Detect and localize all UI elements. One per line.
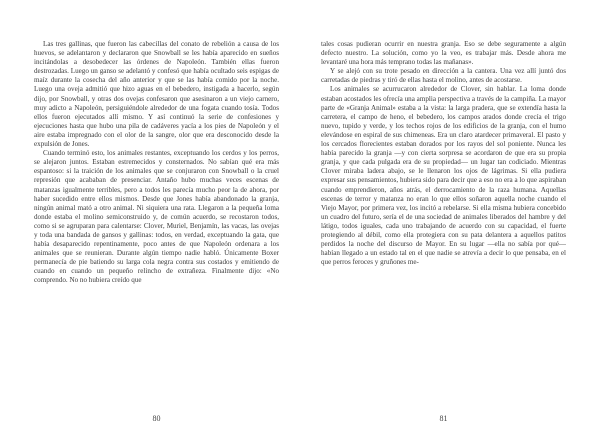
paragraph: Y se alejó con su trote pesado en dirección a la cantera. Una vez allí juntó dos carretadas de piedras y tiró de ellas hasta el molino, antes de acostarse. xyxy=(321,67,566,85)
right-page-text xyxy=(321,40,566,267)
left-page-text xyxy=(34,40,279,286)
paragraph: Las tres gallinas, que fueron las cabecillas del conato de rebelión a causa de los huevos, se adelantaron y declararon que Snowball se les había aparecido en sueños incitándolas a desobedecer las órdenes de Napoleón. También ellas fueron destrozadas. Luego un ganso se adelantó y confesó que había ocultado seis espigas de maíz durante la cosecha del año anterior y que se las había comido por la noche. Luego una oveja admitió que hizo aguas en el bebedero, instigada a hacerlo, según dijo, por Snowball, y otras dos ovejas confesaron que asesinaron a un viejo carnero, muy adicto a Napoleón, persiguiéndole alrededor de una fogata cuando tosía. Todos ellos fueron ejecutados allí mismo. Y así continuó la serie de confesiones y ejecuciones hasta que hubo una pila de cadáveres yacía a los pies de Napoleón y el aire estaba impregnado con el olor de la sangre, olor que era desconocido desde la expulsión de Jones. xyxy=(34,40,279,149)
paragraph: tales cosas pudieran ocurrir en nuestra granja. Eso se debe seguramente a algún defecto nuestro. La solución, como yo la veo, es trabajar más. Desde ahora me levantaré una hora más temprano todas las mañanas». xyxy=(321,40,566,67)
right-page-number: 81 xyxy=(439,414,448,423)
left-page-number: 80 xyxy=(152,414,161,423)
paragraph: Cuando terminó esto, los animales restantes, exceptuando los cerdos y los perros, se alejaron juntos. Estaban estremecidos y consternados. No sabían qué era más espantoso: si la traición de los animales que se conjuraron con Snowball o la cruel represión que acababan de presenciar. Antaño hubo muchas veces escenas de matanzas igualmente terribles, pero a todos les parecía mucho peor la de ahora, por haber sucedido entre ellos mismos. Desde que Jones había abandonado la granja, ningún animal mató a otro animal. Ni siquiera una rata. Llegaron a la pequeña loma donde estaba el molino semiconstruido y, de común acuerdo, se recostaron todos, como si se agruparan para calentarse: Clover, Muriel, Benjamín, las vacas, las ovejas y toda una bandada de gansos y gallinas: todos, en verdad, exceptuando la gata, que había desaparecido repentinamente, poco antes de que Napoleón ordenara a los animales que se reunieran. Durante algún tiempo nadie habló. Únicamente Boxer permanecía de pie batiendo su larga cola negra contra sus costados y emitiendo de cuando en cuando un pequeño relincho de extrañeza. Finalmente dijo: «No comprendo. No no hubiera creído que xyxy=(34,149,279,285)
paragraph: Los animales se acurrucaron alrededor de Clover, sin hablar. La loma donde estaban acostados les ofrecía una amplia perspectiva a través de la campiña. La mayor parte de «Granja Animal» estaba a la vista: la larga pradera, que se extendía hasta la carretera, el campo de heno, el bebedero, los campos arados donde crecía el trigo nuevo, tupido y verde, y los techos rojos de los edificios de la granja, con el humo elevándose en espiral de sus chimeneas. Era un claro atardecer primaveral. El pasto y los cercados florecientes estaban dorados por los rayos del sol poniente. Nunca les había parecido la granja —y con cierta sorpresa se acordaron de que era su propia granja, y que cada pulgada era de su propiedad— un lugar tan codiciado. Mientras Clover miraba ladera abajo, se le llenaron los ojos de lágrimas. Si ella pudiera expresar sus pensamientos, hubiera sido para decir que a eso no era a lo que aspiraban cuando emprendieron, años atrás, el derrocamiento de la raza humana. Aquellas escenas de terror y matanza no eran lo que ellos soñaron aquella noche cuando el Viejo Mayor, por primera vez, los incitó a rebelarse. Si ella misma hubiera concebido un cuadro del futuro, sería el de una sociedad de animales liberados del hambre y del látigo, todos iguales, cada uno trabajando de acuerdo con su capacidad, el fuerte protegiendo al débil, como ella protegiera con su pata delantera a aquellos patitos perdidos la noche del discurso de Mayor. En su lugar —ella no sabía por qué— habían llegado a un estado tal en el que nadie se atrevía a decir lo que pensaba, en el que perros feroces y gruñones me- xyxy=(321,85,566,267)
